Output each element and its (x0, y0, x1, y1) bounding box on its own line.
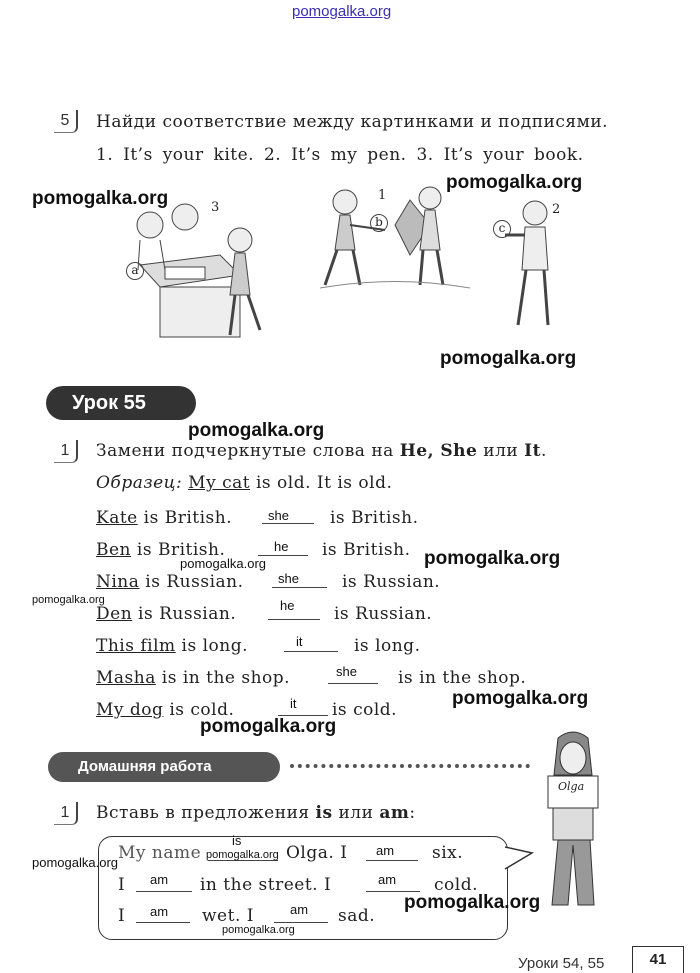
exercise-5-number: 5 (54, 110, 78, 133)
answer-text: she (268, 508, 289, 523)
watermark[interactable]: pomogalka.org (180, 556, 266, 571)
answer-blank[interactable] (284, 651, 338, 652)
instruction-text: или (477, 441, 525, 461)
answer-blank[interactable] (272, 587, 327, 588)
exercise-row (96, 508, 232, 528)
watermark[interactable]: pomogalka.org (222, 924, 295, 936)
row-rest: is in the shop. (155, 668, 291, 688)
dotted-divider (290, 764, 530, 768)
illustration-girl-with-sign (528, 730, 618, 920)
exercise-row (96, 636, 248, 656)
picture-label-c: c (493, 220, 511, 238)
exercise-row (96, 572, 244, 592)
picture-number-3: 3 (211, 200, 220, 215)
watermark[interactable]: pomogalka.org (424, 548, 561, 569)
row-subject: Kate (96, 508, 138, 528)
row-subject: Masha (96, 668, 156, 688)
exercise-row (96, 668, 290, 688)
homework-line-3a: I (118, 906, 126, 926)
example-subject: My cat (188, 473, 251, 493)
answer-blank[interactable] (268, 619, 320, 620)
answer-blank[interactable] (328, 683, 378, 684)
answer-text: am (150, 904, 169, 919)
answer-text: she (278, 571, 299, 586)
homework-line-1b: Olga. I (286, 843, 348, 863)
row-subject: Nina (96, 572, 140, 592)
watermark[interactable]: pomogalka.org (452, 688, 589, 709)
instruction-pronouns: He, She (399, 441, 478, 461)
watermark[interactable]: pomogalka.org (446, 172, 583, 193)
page-number: 41 (632, 946, 684, 973)
lesson-title: Урок 55 (46, 386, 196, 420)
answer-text: he (274, 539, 289, 554)
row-tail: is in the shop. (398, 668, 527, 688)
instruction-end: . (540, 441, 547, 461)
row-tail: is British. (322, 540, 411, 560)
answer-text: am (150, 872, 169, 887)
row-subject: This film (96, 636, 176, 656)
homework-line-2c: cold. (434, 875, 478, 895)
answer-text: it (290, 696, 297, 711)
instruction-word-am: am (379, 803, 410, 823)
row-rest: is Russian. (132, 604, 237, 624)
illustration-kite-scene (315, 180, 475, 295)
row-tail: is cold. (332, 700, 398, 720)
homework-line-3c: sad. (338, 906, 376, 926)
example-label: Образец: (96, 473, 183, 493)
picture-label-a: a (126, 262, 144, 280)
answer-text: it (296, 634, 303, 649)
exercise-5-instruction: Найди соответствие между картинками и подписями. (96, 112, 609, 132)
instruction-text: Замени подчеркнутые слова на (96, 441, 400, 461)
answer-text: am (378, 872, 397, 887)
example-rest: is old. It is old. (250, 473, 393, 493)
row-rest: is Russian. (139, 572, 244, 592)
homework-exercise-number: 1 (54, 802, 78, 825)
row-tail: is Russian. (342, 572, 441, 592)
example-line (96, 473, 392, 493)
row-subject: Ben (96, 540, 132, 560)
answer-text: am (376, 843, 395, 858)
answer-blank[interactable] (136, 891, 192, 892)
homework-line-2a: I (118, 875, 126, 895)
picture-label-b: b (370, 214, 388, 232)
answer-text: am (290, 902, 309, 917)
instruction-text: Вставь в предложения (96, 803, 316, 823)
row-rest: is British. (131, 540, 226, 560)
answer-blank[interactable] (262, 523, 314, 524)
answer-text: he (280, 598, 295, 613)
answer-text: she (336, 664, 357, 679)
answer-blank[interactable] (136, 922, 190, 923)
exercise-1-instruction (96, 441, 547, 461)
instruction-text: или (332, 803, 380, 823)
watermark[interactable]: pomogalka.org (200, 716, 337, 737)
instruction-word-is: is (315, 803, 333, 823)
watermark[interactable]: pomogalka.org (404, 892, 541, 913)
row-tail: is British. (330, 508, 419, 528)
homework-line-2b: in the street. I (200, 875, 332, 895)
sign-text: Olga (558, 780, 585, 793)
watermark[interactable]: pomogalka.org (32, 594, 105, 606)
watermark[interactable]: pomogalka.org (188, 420, 325, 441)
answer-text: is (232, 833, 242, 848)
instruction-end: : (409, 803, 416, 823)
picture-number-2: 2 (552, 202, 561, 217)
speech-bubble-tail (504, 845, 534, 875)
exercise-row (96, 604, 236, 624)
row-rest: is British. (137, 508, 233, 528)
watermark[interactable]: pomogalka.org (32, 855, 118, 870)
answer-blank[interactable] (366, 860, 418, 861)
footer-lessons: Уроки 54, 55 (518, 955, 605, 972)
watermark-top[interactable]: pomogalka.org (292, 3, 392, 20)
row-tail: is Russian. (334, 604, 433, 624)
row-tail: is long. (354, 636, 421, 656)
picture-number-1: 1 (378, 188, 387, 203)
answer-blank[interactable] (274, 922, 328, 923)
row-rest: is cold. (163, 700, 235, 720)
row-subject: Den (96, 604, 133, 624)
exercise-5-captions: 1. It’s your kite. 2. It’s my pen. 3. It’s your book. (96, 145, 584, 165)
homework-line-1c: six. (432, 843, 464, 863)
watermark[interactable]: pomogalka.org (32, 188, 169, 209)
homework-line-3b: wet. I (202, 906, 254, 926)
instruction-pronoun-it: It (524, 441, 541, 461)
row-rest: is long. (175, 636, 249, 656)
watermark[interactable]: pomogalka.org (440, 348, 577, 369)
exercise-1-number: 1 (54, 440, 78, 463)
homework-title: Домашняя работа (48, 752, 280, 782)
row-subject: My dog (96, 700, 164, 720)
homework-instruction (96, 803, 416, 823)
watermark[interactable]: pomogalka.org (206, 849, 279, 861)
homework-line-1a: My name (118, 843, 202, 863)
